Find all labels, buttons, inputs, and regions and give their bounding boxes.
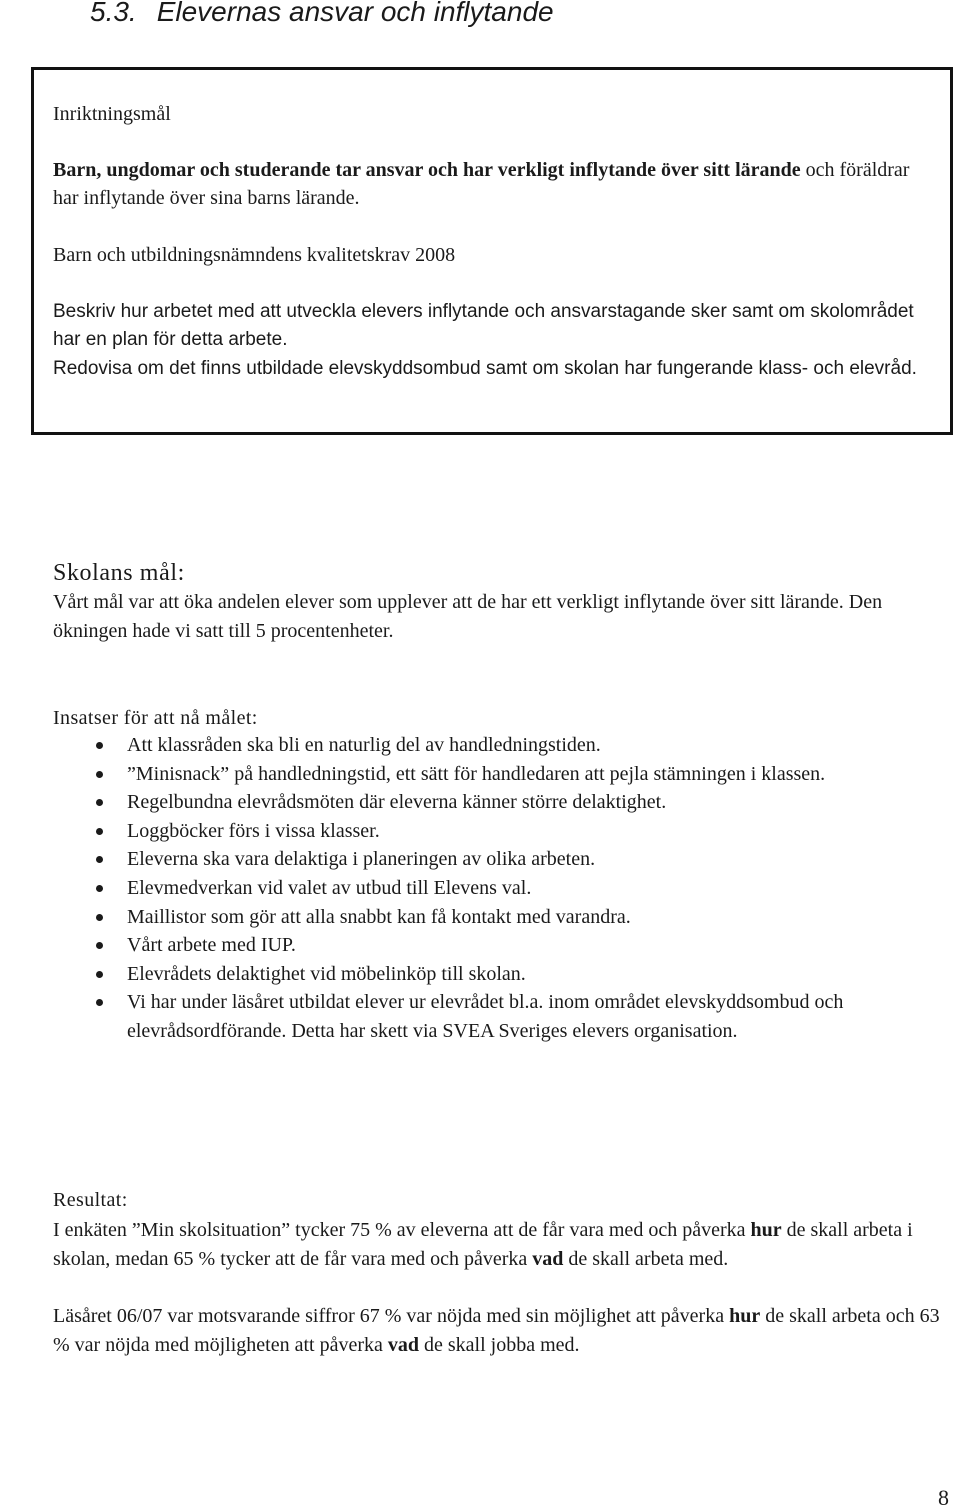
list-item: Elevmedverkan vid valet av utbud till Elevens val. — [53, 874, 913, 903]
skolans-mal-title: Skolans mål: — [53, 560, 185, 586]
krav-text-2: Redovisa om det finns utbildade elevskyddsombud samt om skolan har fungerande klass- och elevråd. — [53, 358, 917, 379]
skolans-mal-text: Vårt mål var att öka andelen elever som upplever att de har ett verkligt inflytande över sitt lärande. Den ökningen hade vi satt till 5 procentenheter. — [53, 591, 883, 642]
insatser-list — [53, 731, 913, 1046]
list-item: Maillistor som gör att alla snabbt kan få kontakt med varandra. — [53, 903, 913, 932]
list-item: Att klassråden ska bli en naturlig del av handledningstiden. — [53, 731, 913, 760]
list-item: Regelbundna elevrådsmöten där eleverna känner större delaktighet. — [53, 788, 913, 817]
goal-rest: och föräldrar har inflytande över sina barns lärande. — [53, 159, 910, 209]
list-item: ”Minisnack” på handledningstid, ett sätt för handledaren att pejla stämningen i klassen. — [53, 760, 913, 789]
list-item: Elevrådets delaktighet vid möbelinköp till skolan. — [53, 960, 913, 989]
list-item: Vårt arbete med IUP. — [53, 931, 913, 960]
section-title: Elevernas ansvar och inflytande — [156, 0, 554, 27]
bullet-icon — [96, 942, 103, 949]
resultat-paragraph-1: I enkäten ”Min skolsituation” tycker 75 % av eleverna att de får vara med och påverka hur de skall arbeta i skolan, medan 65 % tycker att de får vara med och påverka vad de skall arbeta med. — [53, 1219, 913, 1270]
bullet-icon — [96, 771, 103, 778]
goal-bold: Barn, ungdomar och studerande tar ansvar och har verkligt inflytande över sitt lärande — [53, 159, 801, 181]
bullet-icon — [96, 914, 103, 921]
krav-text-1: Beskriv hur arbetet med att utveckla elevers inflytande och ansvarstagande sker samt om skolområdet har en plan för detta arbete. — [53, 301, 914, 350]
list-item: Vi har under läsåret utbildat elever ur elevrådet bl.a. inom området elevskyddsombud och elevrådsordförande. Detta har skett via SVEA Sveriges elevers organisation. — [53, 988, 913, 1045]
bullet-icon — [96, 799, 103, 806]
bullet-icon — [96, 742, 103, 749]
inriktning-goal — [53, 156, 933, 212]
insatser-title: Insatser för att nå målet: — [53, 707, 258, 729]
bullet-icon — [96, 856, 103, 863]
page-number: 8 — [938, 1485, 949, 1510]
section-heading — [90, 0, 554, 32]
bullet-icon — [96, 971, 103, 978]
bullet-icon — [96, 828, 103, 835]
list-item: Eleverna ska vara delaktiga i planeringen av olika arbeten. — [53, 845, 913, 874]
inriktning-title: Inriktningsmål — [53, 103, 171, 125]
section-number: 5.3. — [90, 0, 137, 27]
krav-title: Barn och utbildningsnämndens kvalitetskrav 2008 — [53, 244, 456, 266]
requirements-box — [31, 67, 953, 435]
resultat-title: Resultat: — [53, 1189, 128, 1211]
bullet-icon — [96, 885, 103, 892]
bullet-icon — [96, 999, 103, 1006]
list-item: Loggböcker förs i vissa klasser. — [53, 817, 913, 846]
resultat-paragraph-2: Läsåret 06/07 var motsvarande siffror 67 % var nöjda med sin möjlighet att påverka hur de skall arbeta och 63 % var nöjda med möjligheten att påverka vad de skall jobba med. — [53, 1305, 940, 1356]
